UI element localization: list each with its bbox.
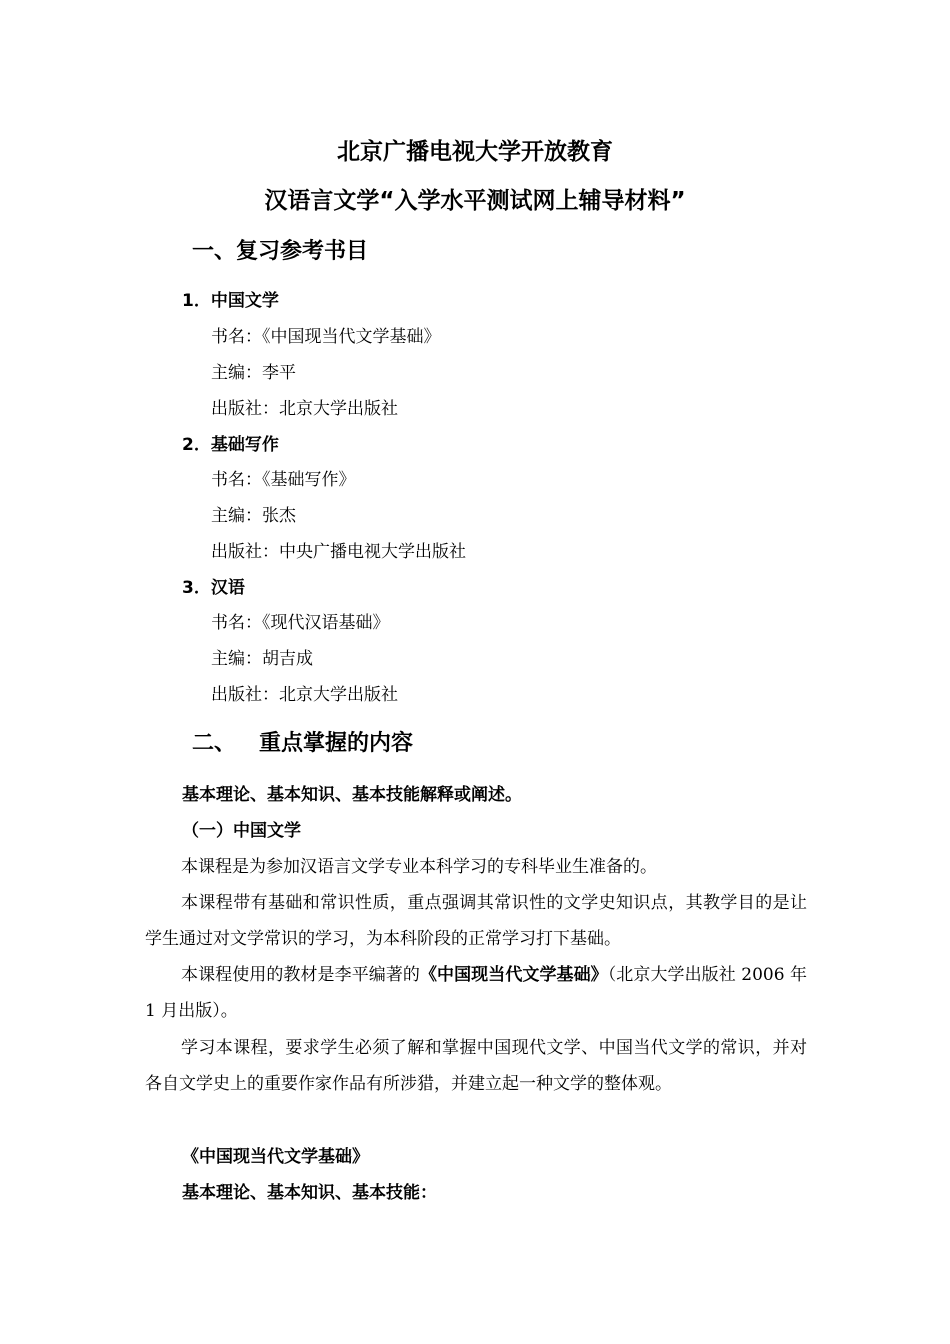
book1-heading: 1．中国文学 xyxy=(182,291,279,311)
document-title-line2: 汉语言文学“入学水平测试网上辅导材料” xyxy=(264,188,686,214)
paragraph-2: 本课程带有基础和常识性质，重点强调其常识性的文学史知识点，其教学目的是让学生通过对文学常识的学习，为本科阶段的正常学习打下基础。 xyxy=(145,893,807,949)
book3-publisher: 出版社：北京大学出版社 xyxy=(211,685,398,705)
book2-publisher: 出版社：中央广播电视大学出版社 xyxy=(211,542,466,562)
paragraph-3-book-title: 《中国现当代文学基础》 xyxy=(419,965,608,985)
book2-name: 书名：《基础写作》 xyxy=(211,470,356,490)
book3-editor: 主编：胡吉成 xyxy=(211,649,313,669)
paragraph-3-text: 本课程使用的教材是李平编著的 xyxy=(181,965,420,985)
book1-editor: 主编：李平 xyxy=(211,363,296,383)
section1-heading: 一、复习参考书目 xyxy=(192,239,369,264)
book1-publisher: 出版社：北京大学出版社 xyxy=(211,399,398,419)
book-title-heading: 《中国现当代文学基础》 xyxy=(182,1147,369,1167)
section2-subheading: （一）中国文学 xyxy=(182,821,301,841)
paragraph-3-publisher-info: （北京大学出版社 2006 年 1 月出版）。 xyxy=(145,965,807,1021)
book-intro-line: 基本理论、基本知识、基本技能： xyxy=(182,1183,437,1203)
section2-intro: 基本理论、基本知识、基本技能解释或阐述。 xyxy=(182,785,522,805)
book2-heading: 2．基础写作 xyxy=(182,435,279,455)
paragraph-3 xyxy=(145,957,807,1029)
book1-name: 书名：《中国现当代文学基础》 xyxy=(211,327,441,347)
book2-editor: 主编：张杰 xyxy=(211,506,296,526)
paragraph-1: 本课程是为参加汉语言文学专业本科学习的专科毕业生准备的。 xyxy=(181,857,657,877)
book3-name: 书名：《现代汉语基础》 xyxy=(211,613,390,633)
book3-heading: 3．汉语 xyxy=(182,578,245,598)
paragraph-4: 学习本课程，要求学生必须了解和掌握中国现代文学、中国当代文学的常识，并对各自文学史上的重要作家作品有所涉猎，并建立起一种文学的整体观。 xyxy=(145,1038,807,1094)
document-title-line1: 北京广播电视大学开放教育 xyxy=(337,139,613,165)
section2-heading: 二、 重点掌握的内容 xyxy=(192,731,413,756)
